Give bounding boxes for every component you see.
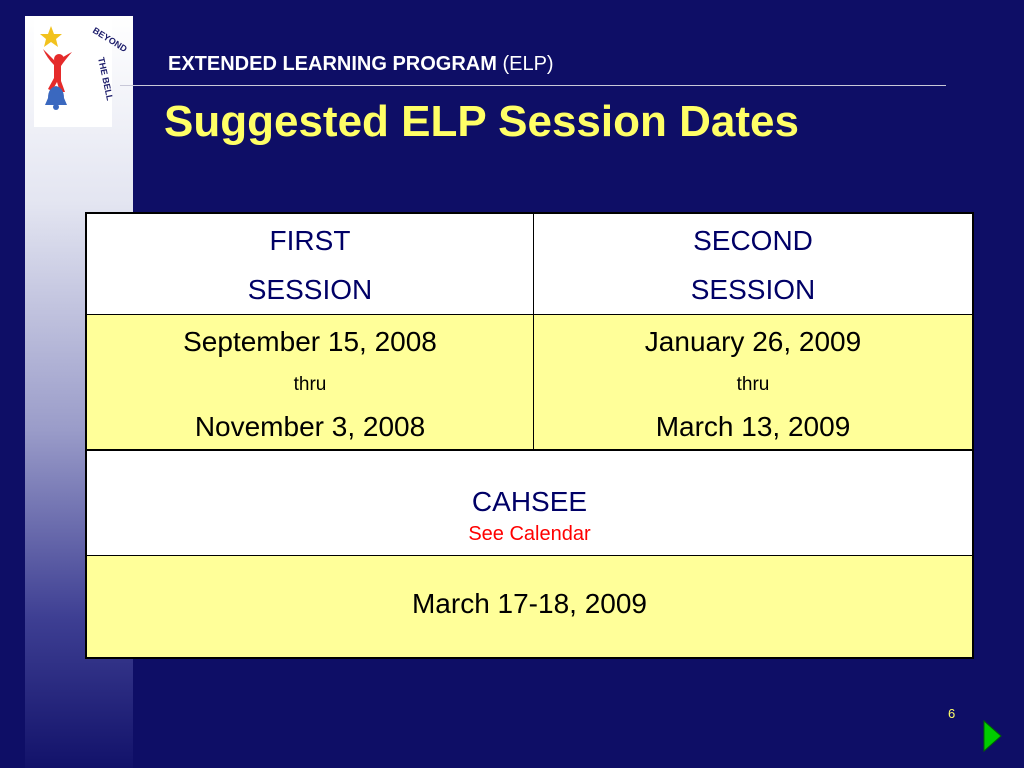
first-session-end-date: November 3, 2008 [194,411,426,442]
next-slide-button[interactable] [981,719,1003,753]
header-divider [120,85,946,86]
session-dates-row [87,315,972,451]
program-name: EXTENDED LEARNING PROGRAM [168,53,497,75]
first-session-dates-cell [87,315,534,449]
first-session-header-cell [87,214,534,314]
first-session-heading-line2: SESSION [247,274,373,305]
program-abbr: (ELP) [502,53,554,75]
cahsee-cell [87,451,972,555]
beyond-the-bell-logo [34,18,129,127]
see-calendar-note: See Calendar [468,523,591,545]
second-session-start-date: January 26, 2009 [644,326,862,357]
first-session-heading-line1: FIRST [269,225,351,256]
slide-title: Suggested ELP Session Dates [164,97,799,146]
svg-text:BEYOND: BEYOND [90,25,129,55]
cahsee-row [87,451,972,556]
second-session-heading-line2: SESSION [690,274,816,305]
cahsee-label: CAHSEE [471,486,588,517]
star-icon [40,26,62,47]
cahsee-dates: March 17-18, 2009 [411,588,648,619]
cahsee-date-cell [87,556,972,657]
session-dates-table [85,212,974,659]
second-session-header-cell [534,214,972,314]
second-session-dates-cell [534,315,972,449]
first-session-start-date: September 15, 2008 [183,326,437,357]
program-header [168,53,554,76]
svg-text:THE BELL: THE BELL [96,56,115,102]
second-session-heading-line1: SECOND [693,225,813,256]
second-session-thru: thru [736,374,770,395]
page-number: 6 [948,706,956,721]
first-session-thru: thru [293,374,327,395]
table-header-row [87,214,972,315]
cahsee-date-row [87,556,972,657]
play-triangle-icon [981,719,1003,753]
second-session-end-date: March 13, 2009 [655,411,851,442]
